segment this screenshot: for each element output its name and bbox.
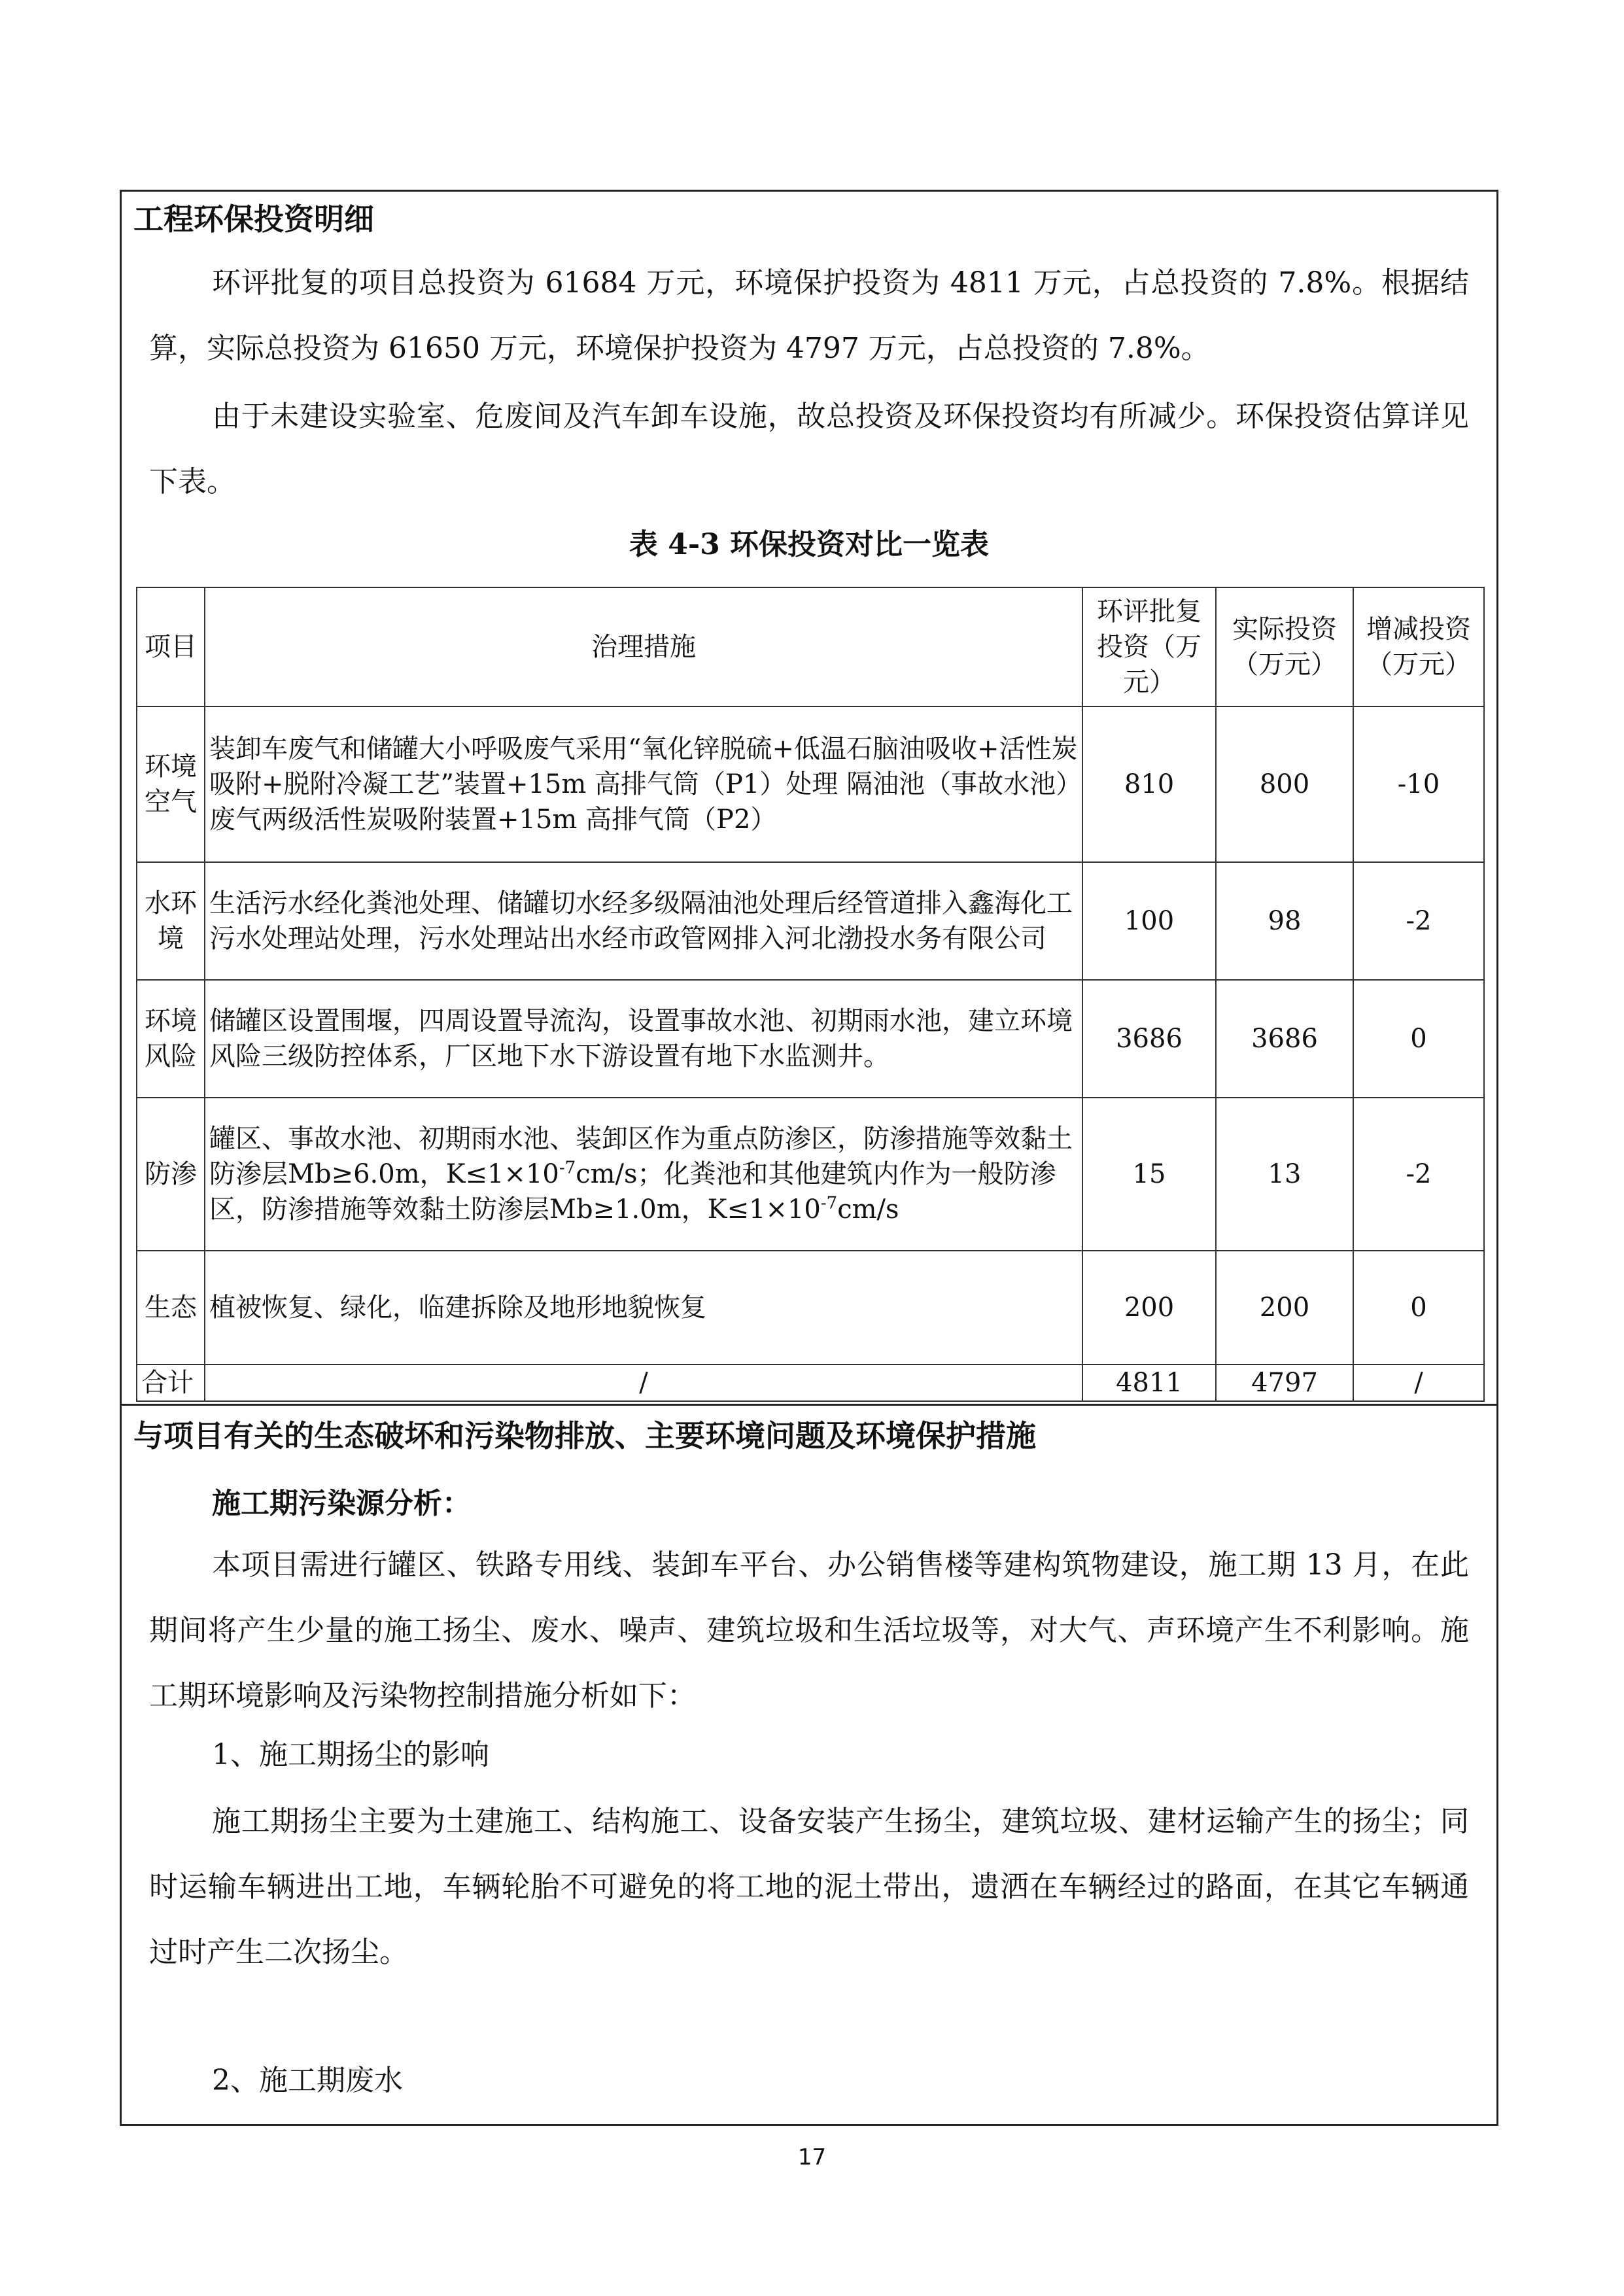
total-item: 合计 xyxy=(137,1365,205,1401)
row-approved: 810 xyxy=(1082,706,1216,862)
content-frame xyxy=(120,190,1498,2126)
table-row xyxy=(137,862,1484,980)
paragraph-investment-reduction: 由于未建设实验室、危废间及汽车卸车设施，故总投资及环保投资均有所减少。环保投资估算详见下表。 xyxy=(149,400,1469,498)
row-change: -2 xyxy=(1353,862,1484,980)
section-title-impacts: 与项目有关的生态破坏和污染物排放、主要环境问题及环境保护措施 xyxy=(133,1418,1036,1453)
list-item-dust: 1、施工期扬尘的影响 xyxy=(212,1738,489,1771)
row-actual: 3686 xyxy=(1216,980,1353,1098)
section-title-investment: 工程环保投资明细 xyxy=(133,201,374,237)
exponent-a: -7 xyxy=(559,1158,576,1178)
row-measure: 装卸车废气和储罐大小呼吸废气采用“氧化锌脱硫+低温石脑油吸收+活性炭吸附+脱附冷凝工艺”装置+15m 高排气筒（P1）处理 隔油池（事故水池）废气两级活性炭吸附装置+15m 高排气筒（P2） xyxy=(205,706,1082,862)
row-change: 0 xyxy=(1353,980,1484,1098)
total-change: / xyxy=(1353,1365,1484,1401)
paragraph-dust-impact: 施工期扬尘主要为土建施工、结构施工、设备安装产生扬尘，建筑垃圾、建材运输产生的扬尘；同时运输车辆进出工地，车辆轮胎不可避免的将工地的泥土带出，遗洒在车辆经过的路面，在其它车辆通过时产生二次扬尘。 xyxy=(149,1805,1469,1969)
row-measure: 储罐区设置围堰，四周设置导流沟，设置事故水池、初期雨水池，建立环境风险三级防控体系，厂区地下水下游设置有地下水监测井。 xyxy=(205,980,1082,1098)
row-change: -10 xyxy=(1353,706,1484,862)
paragraph-construction-overview: 本项目需进行罐区、铁路专用线、装卸车平台、办公销售楼等建构筑物建设，施工期 13 月，在此期间将产生少量的施工扬尘、废水、噪声、建筑垃圾和生活垃圾等，对大气、声环境产生不利影响。施工期环境影响及污染物控制措施分析如下： xyxy=(149,1548,1469,1713)
measure-part-b: cm/s；化粪池和其他建筑内作为一般防渗区，防渗措施等效黏土防渗层Mb≥1.0m，K≤1×10 xyxy=(209,1159,1056,1225)
total-approved: 4811 xyxy=(1082,1365,1216,1401)
header-approved: 环评批复投资（万元） xyxy=(1082,587,1216,706)
list-item-wastewater: 2、施工期废水 xyxy=(212,2064,403,2097)
row-measure: 生活污水经化粪池处理、储罐切水经多级隔油池处理后经管道排入鑫海化工污水处理站处理，污水处理站出水经市政管网排入河北渤投水务有限公司 xyxy=(205,862,1082,980)
row-item: 水环境 xyxy=(137,862,205,980)
exponent-b: -7 xyxy=(820,1193,838,1213)
measure-part-a: 罐区、事故水池、初期雨水池、装卸区作为重点防渗区，防渗措施等效黏土防渗层Mb≥6.0m，K≤1×10 xyxy=(209,1124,1073,1189)
row-item: 生态 xyxy=(137,1251,205,1365)
table-row xyxy=(137,1251,1484,1365)
row-actual: 800 xyxy=(1216,706,1353,862)
row-actual: 98 xyxy=(1216,862,1353,980)
header-actual: 实际投资（万元） xyxy=(1216,587,1353,706)
total-measure: / xyxy=(205,1365,1082,1401)
row-measure: 植被恢复、绿化，临建拆除及地形地貌恢复 xyxy=(205,1251,1082,1365)
row-actual: 13 xyxy=(1216,1098,1353,1251)
row-measure xyxy=(205,1098,1082,1251)
row-item: 环境风险 xyxy=(137,980,205,1098)
row-approved: 3686 xyxy=(1082,980,1216,1098)
row-change: 0 xyxy=(1353,1251,1484,1365)
measure-part-c: cm/s xyxy=(837,1194,899,1225)
row-actual: 200 xyxy=(1216,1251,1353,1365)
subsection-title-construction: 施工期污染源分析： xyxy=(212,1487,471,1520)
row-approved: 15 xyxy=(1082,1098,1216,1251)
header-item: 项目 xyxy=(137,587,205,706)
row-approved: 200 xyxy=(1082,1251,1216,1365)
table-header-row xyxy=(137,587,1484,706)
total-actual: 4797 xyxy=(1216,1365,1353,1401)
table-row xyxy=(137,980,1484,1098)
row-approved: 100 xyxy=(1082,862,1216,980)
header-measure: 治理措施 xyxy=(205,587,1082,706)
row-item: 防渗 xyxy=(137,1098,205,1251)
section-divider xyxy=(122,1404,1496,1406)
paragraph-investment-summary: 环评批复的项目总投资为 61684 万元，环境保护投资为 4811 万元，占总投资的 7.8%。根据结算，实际总投资为 61650 万元，环境保护投资为 4797 万元，占总投资的 7.8%。 xyxy=(149,266,1469,365)
table-total-row xyxy=(137,1365,1484,1401)
row-change: -2 xyxy=(1353,1098,1484,1251)
table-caption: 表 4-3 环保投资对比一览表 xyxy=(629,528,990,561)
table-row xyxy=(137,1098,1484,1251)
row-item: 环境空气 xyxy=(137,706,205,862)
table-row xyxy=(137,706,1484,862)
page-number: 17 xyxy=(797,2144,827,2170)
investment-table xyxy=(136,587,1485,1402)
header-change: 增减投资（万元） xyxy=(1353,587,1484,706)
